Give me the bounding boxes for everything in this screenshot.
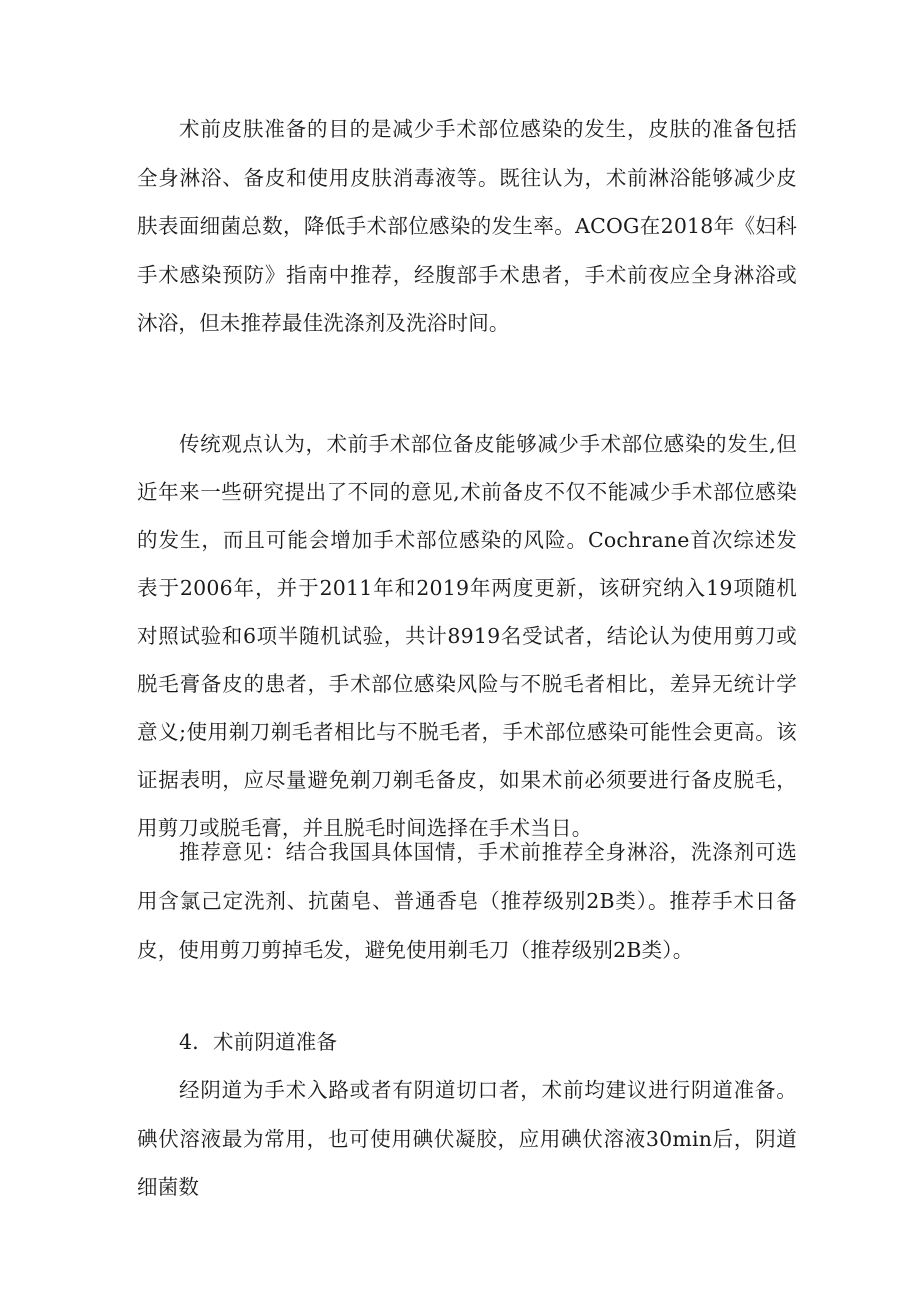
paragraph-hair-removal-evidence: 传统观点认为，术前手术部位备皮能够减少手术部位感染的发生,但近年来一些研究提出了不同的意见,术前备皮不仅不能减少手术部位感染的发生，而且可能会增加手术部位感染的风险。Cochrane首次综述发表于2006年，并于2011年和2019年两度更新，该研究纳入19项随机对照试验和6项半随机试验，共计8919名受试者，结论认为使用剪刀或脱毛膏备皮的患者，手术部位感染风险与不脱毛者相比，差异无统计学意义;使用剃刀剃毛者相比与不脱毛者，手术部位感染可能性会更高。该证据表明，应尽量避免剃刀剃毛备皮，如果术前必须要进行备皮脱毛，用剪刀或脱毛膏，并且脱毛时间选择在手术当日。 (137, 432, 797, 840)
section-heading: 4．术前阴道准备 (179, 1030, 338, 1054)
paragraph-skin-prep-purpose: 术前皮肤准备的目的是减少手术部位感染的发生，皮肤的准备包括全身淋浴、备皮和使用皮肤消毒液等。既往认为，术前淋浴能够减少皮肤表面细菌总数，降低手术部位感染的发生率。ACOG在2018年《妇科手术感染预防》指南中推荐，经腹部手术患者，手术前夜应全身淋浴或沐浴，但未推荐最佳洗涤剂及洗浴时间。 (137, 117, 797, 335)
paragraph-vaginal-prep: 经阴道为手术入路或者有阴道切口者，术前均建议进行阴道准备。碘伏溶液最为常用，也可使用碘伏凝胶，应用碘伏溶液30min后，阴道细菌数 (137, 1078, 797, 1199)
paragraph-recommendation: 推荐意见：结合我国具体国情，手术前推荐全身淋浴，洗涤剂可选用含氯己定洗剂、抗菌皂、普通香皂（推荐级别2B类）。推荐手术日备皮，使用剪刀剪掉毛发，避免使用剃毛刀（推荐级别2B类）。 (137, 840, 797, 962)
